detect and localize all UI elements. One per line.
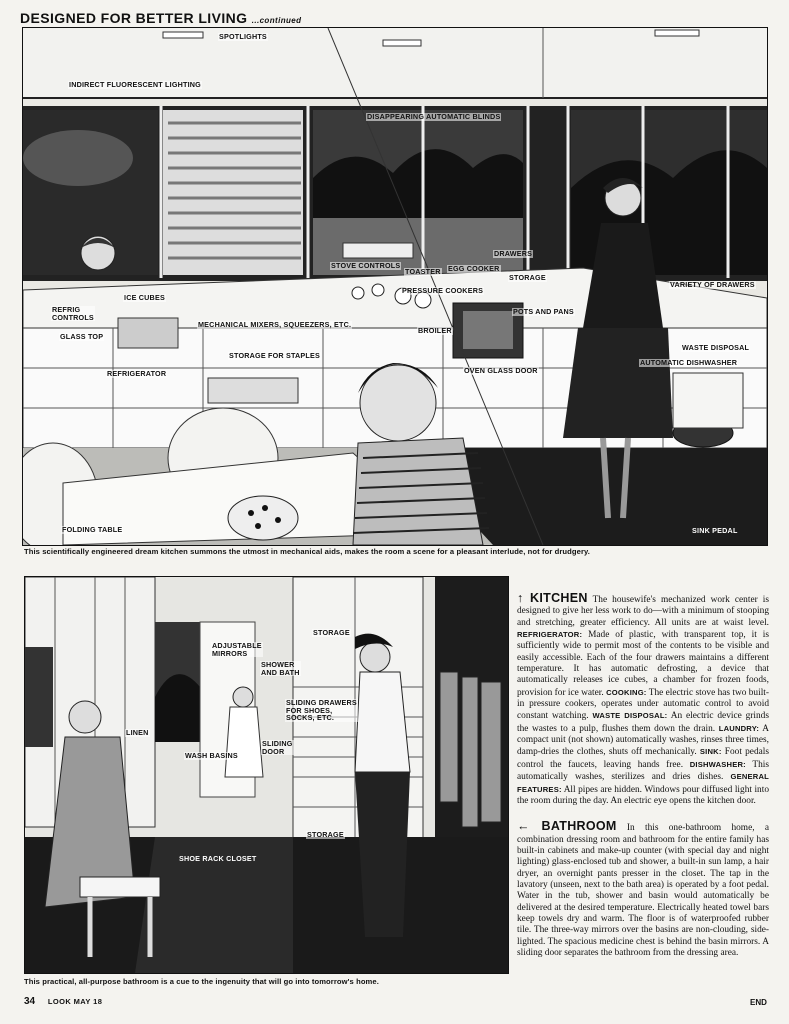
label-shower-bath	[260, 661, 301, 676]
label-adjustable-mirrors-line2: MIRRORS	[212, 648, 248, 658]
label-shower-line2: AND BATH	[261, 667, 300, 677]
label-variety-drawers: VARIETY OF DRAWERS	[670, 280, 755, 289]
kitchen-intro: The housewife's mechanized work center is designed to give her less work to do—with a minimum of stooping and stretching, greater efficiency. All units are at waist level.	[517, 595, 769, 628]
label-storage-staples: STORAGE FOR STAPLES	[229, 351, 320, 360]
label-sliding-door-line1: SLIDING	[262, 739, 293, 748]
heading-title: DESIGNED FOR BETTER LIVING	[20, 10, 248, 26]
label-blinds: DISAPPEARING AUTOMATIC BLINDS	[367, 112, 501, 121]
label-adjustable-mirrors-line1: ADJUSTABLE	[212, 641, 262, 650]
label-shower-line1: SHOWER	[261, 660, 295, 669]
label-spotlights: SPOTLIGHTS	[219, 32, 267, 41]
text-refrigerator: Made of plastic, with transparent top, it is sufficiently wide to permit most of the contents to be visible and easily accessible. Each of the four drawers maintains a different temperature. It has automatic defrosting, a device that automatically releases ice cubes, a chamber for frozen foods, provision for ice water.	[517, 630, 769, 698]
label-sliding-door-line2: DOOR	[262, 746, 285, 756]
term-laundry: LAUNDRY:	[718, 723, 760, 733]
label-oven-glass-door: OVEN GLASS DOOR	[464, 366, 538, 375]
kitchen-paragraph	[517, 593, 769, 807]
bathroom-caption: This practical, all-purpose bathroom is a cue to the ingenuity that will go into tomorrow's home.	[24, 977, 379, 986]
label-sliding-drawers-line3: SOCKS, ETC.	[286, 713, 335, 723]
label-broiler: BROILER	[418, 326, 452, 335]
bathroom-heading: ← BATHROOM	[517, 819, 617, 834]
bathroom-text: In this one-bathroom home, a combination dressing room and bathroom for the entire family has built-in cabinets and make-up counter (with special day and night lighting) glass-enclosed tub and shower, a built-in sun lamp, a hair dryer, an overnight pants presser in the closet. The tap in the lavatory (unseen, next to the bath area) is operated by a foot pedal. Water in the tub, shower and basin would automatically be delivered at the desired temperature. Electrically heated towel bars keep towels dry and warm. The floor is of waterproofed rubber tile. The three-way mirrors over the basins are non-clouding, side-lighted. The spacious medicine chest is behind the basin mirrors. A sliding door separates the bathroom from the dressing area.	[517, 823, 769, 958]
magazine-issue: LOOK MAY 18	[47, 997, 103, 1006]
label-mixers: MECHANICAL MIXERS, SQUEEZERS, ETC.	[198, 320, 352, 329]
label-pressure-cookers: PRESSURE COOKERS	[402, 286, 484, 295]
bathroom-heading-text: BATHROOM	[541, 819, 617, 834]
page-number: 34	[24, 996, 36, 1007]
text-sink: Foot pedals control the faucets, leaving hands free.	[517, 747, 770, 770]
label-ice-cubes: ICE CUBES	[124, 293, 165, 302]
end-text: END	[750, 998, 767, 1007]
bathroom-paragraph	[517, 821, 769, 959]
label-glass-top: GLASS TOP	[60, 332, 104, 341]
text-cooking: The electric stove has two built-in pressure cookers, operates under automatic control to avoid constant watching.	[517, 687, 770, 722]
label-linen: LINEN	[126, 728, 149, 737]
bathroom-illustration	[24, 576, 509, 974]
kitchen-drawing	[23, 28, 767, 545]
label-storage-top: STORAGE	[313, 628, 350, 637]
label-refrigerator: REFRIGERATOR	[107, 369, 167, 378]
label-sliding-drawers	[285, 699, 358, 722]
bathroom-drawing	[25, 577, 508, 973]
label-automatic-dishwasher: AUTOMATIC DISHWASHER	[640, 358, 738, 367]
label-toaster: TOASTER	[405, 267, 441, 276]
label-refrig-controls	[51, 306, 95, 321]
label-drawers: DRAWERS	[494, 249, 533, 258]
article-text	[517, 593, 769, 959]
label-indirect-lighting: INDIRECT FLUORESCENT LIGHTING	[69, 80, 201, 89]
term-refrigerator: REFRIGERATOR:	[517, 630, 583, 640]
label-adjustable-mirrors	[211, 642, 263, 657]
term-general-features: GENERAL FEATURES:	[517, 772, 769, 794]
text-laundry: A compact unit (not shown) automatically washes, rinses three times, damp-dries the clothes, shuts off mechanically.	[517, 723, 769, 758]
term-dishwasher: DISHWASHER:	[689, 759, 746, 769]
label-storage: STORAGE	[509, 273, 546, 282]
text-general-features: All pipes are hidden. Windows pour diffused light into the room during the day. An electric eye opens the kitchen door.	[517, 784, 769, 806]
kitchen-illustration	[22, 27, 768, 546]
page-heading	[20, 10, 301, 26]
text-dishwasher: This automatically washes, sterilizes and dries dishes.	[517, 759, 770, 783]
kitchen-heading: ↑ KITCHEN	[517, 591, 588, 605]
label-waste-disposal: WASTE DISPOSAL	[682, 343, 750, 352]
label-folding-table: FOLDING TABLE	[62, 525, 123, 534]
label-storage-bottom: STORAGE	[307, 830, 344, 839]
label-sliding-drawers-line2: FOR SHOES,	[286, 705, 333, 715]
page-footer	[24, 996, 102, 1007]
term-waste-disposal: WASTE DISPOSAL:	[592, 711, 668, 721]
kitchen-caption: This scientifically engineered dream kitchen summons the utmost in mechanical aids, makes the room a scene for a pleasant interlude, not for drudgery.	[24, 547, 590, 556]
label-sliding-door	[261, 740, 294, 755]
term-cooking: COOKING:	[606, 687, 647, 697]
term-sink: SINK:	[699, 747, 722, 757]
heading-continued: ...continued	[251, 16, 302, 25]
label-sliding-drawers-line1: SLIDING DRAWERS	[286, 698, 357, 707]
label-egg-cooker: EGG COOKER	[448, 264, 500, 273]
text-waste-disposal: An electric device grinds the wastes to a pulp, flushes them down the drain.	[517, 711, 769, 734]
label-wash-basins: WASH BASINS	[185, 751, 238, 760]
label-sink-pedal: SINK PEDAL	[692, 526, 738, 535]
label-pots-pans: POTS AND PANS	[513, 307, 574, 316]
end-mark	[750, 998, 767, 1007]
label-shoe-rack: SHOE RACK CLOSET	[179, 854, 257, 863]
kitchen-heading-text: KITCHEN	[530, 591, 588, 605]
label-refrig-controls-line2: CONTROLS	[52, 312, 94, 322]
label-refrig-controls-line1: REFRIG	[52, 305, 81, 314]
label-stove-controls: STOVE CONTROLS	[331, 261, 401, 270]
